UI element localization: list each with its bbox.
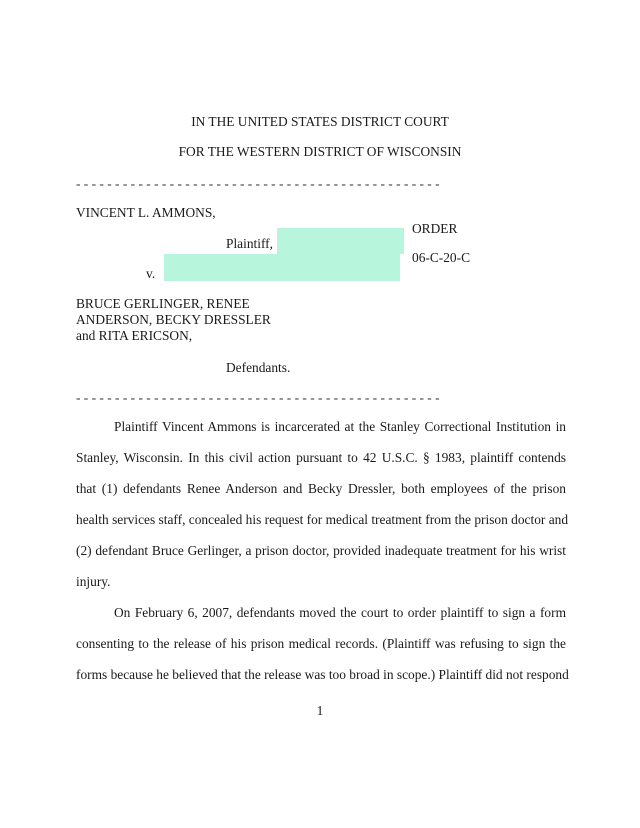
plaintiff-name: VINCENT L. AMMONS, bbox=[76, 205, 216, 220]
plaintiff-label: Plaintiff, bbox=[226, 236, 273, 251]
defendants-names-line-3: and RITA ERICSON, bbox=[76, 328, 193, 343]
redaction-block-2 bbox=[164, 254, 400, 281]
paragraph-line: consenting to the release of his prison medical records. (Plaintiff was refusing to sign the bbox=[76, 636, 566, 651]
paragraph-line: forms because he believed that the release was too broad in scope.) Plaintiff did not respond bbox=[76, 667, 569, 682]
paragraph-line: that (1) defendants Renee Anderson and Becky Dressler, both employees of the prison bbox=[76, 481, 566, 496]
paragraph-line: injury. bbox=[76, 574, 111, 589]
paragraph-line: Stanley, Wisconsin. In this civil action pursuant to 42 U.S.C. § 1983, plaintiff contends bbox=[76, 450, 566, 465]
paragraph-line: On February 6, 2007, defendants moved the court to order plaintiff to sign a form bbox=[114, 605, 566, 620]
top-separator: - - - - - - - - - - - - - - - - - - - - - - - - - - - - - - - - - - - - - - - - - - - - - - - bbox=[76, 176, 440, 191]
defendants-names-line-2: ANDERSON, BECKY DRESSLER bbox=[76, 312, 271, 327]
page-number: 1 bbox=[316, 703, 324, 718]
paragraph-line: Plaintiff Vincent Ammons is incarcerated at the Stanley Correctional Institution in bbox=[114, 419, 566, 434]
court-title-line-1: IN THE UNITED STATES DISTRICT COURT bbox=[191, 114, 449, 129]
order-label: ORDER bbox=[412, 221, 458, 236]
defendants-label: Defendants. bbox=[226, 360, 291, 375]
bottom-separator: - - - - - - - - - - - - - - - - - - - - - - - - - - - - - - - - - - - - - - - - - - - - - - - bbox=[76, 390, 440, 405]
redaction-block-1 bbox=[277, 228, 404, 254]
paragraph-line: health services staff, concealed his request for medical treatment from the prison doctor and bbox=[76, 512, 569, 527]
versus-label: v. bbox=[146, 266, 156, 281]
case-number: 06-C-20-C bbox=[412, 250, 471, 265]
paragraph-line: (2) defendant Bruce Gerlinger, a prison doctor, provided inadequate treatment for his wrist bbox=[76, 543, 566, 558]
defendants-names-line-1: BRUCE GERLINGER, RENEE bbox=[76, 296, 250, 311]
court-title-line-2: FOR THE WESTERN DISTRICT OF WISCONSIN bbox=[178, 144, 462, 159]
